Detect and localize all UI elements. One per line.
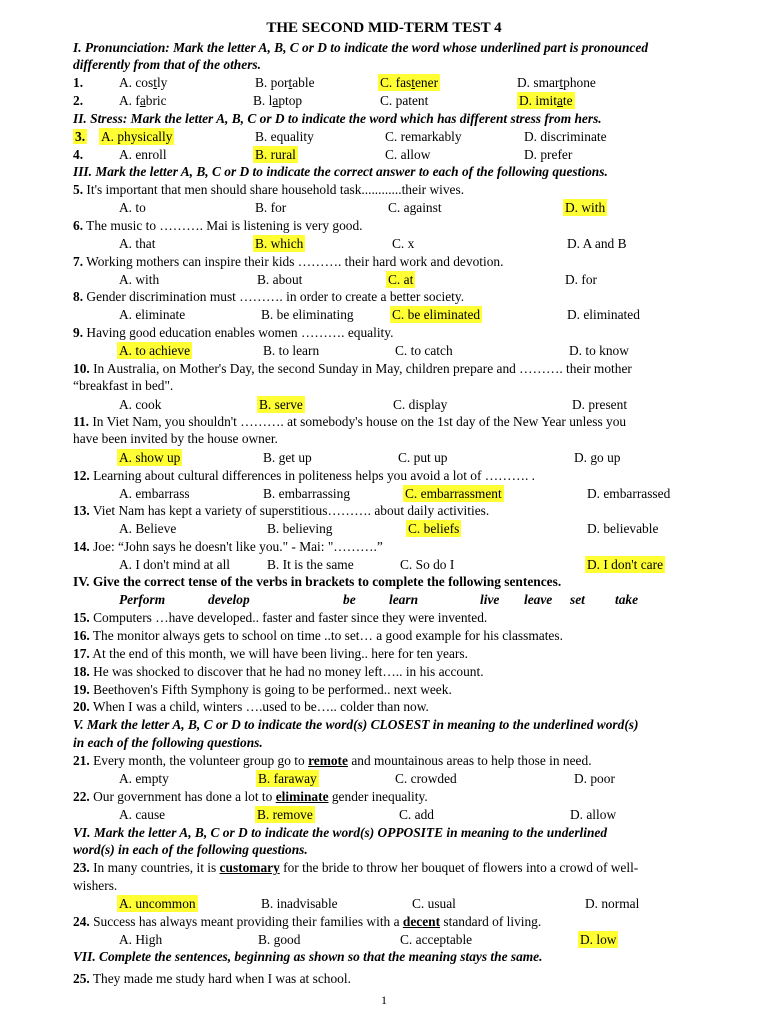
section-3-heading: III. Mark the letter A, B, C or D to indicate the correct answer to each of the following questions. [73,164,608,179]
option-a[interactable]: A. to [119,200,146,215]
option-a[interactable]: A. Believe [119,521,177,536]
option-c[interactable]: C. put up [398,450,448,465]
question-23-cont: wishers. [73,878,118,893]
option-a[interactable]: A. cause [119,807,166,822]
option-a[interactable]: A. I don't mind at all [119,557,231,572]
option-c[interactable]: C. add [399,807,434,822]
word-bank-item: take [615,592,639,607]
option-c[interactable]: C. patent [380,93,429,108]
option-c-answer[interactable]: C. beliefs [408,521,460,536]
option-a[interactable]: A. with [119,272,160,287]
option-a[interactable]: A. that [119,236,156,251]
page-number: 1 [381,993,387,1007]
question-20: 20. When I was a child, winters ….used to be….. colder than now. [73,699,429,714]
option-d[interactable]: D. present [572,397,628,412]
option-a-answer[interactable]: A. show up [119,450,181,465]
option-d[interactable]: D. smartphone [517,75,596,90]
option-c-answer[interactable]: C. be eliminated [392,307,481,322]
question-18: 18. He was shocked to discover that he had no money left….. in his account. [73,664,484,679]
underlined-word: decent [402,914,441,929]
question-12: 12. Learning about cultural differences in politeness helps you avoid a lot of ………. . [73,468,536,483]
question-22: 22. Our government has done a lot to eliminate gender inequality. [73,789,428,804]
option-d[interactable]: D. normal [585,896,640,911]
option-c[interactable]: C. against [388,200,442,215]
question-21: 21. Every month, the volunteer group go to remote and mountainous areas to help those in need. [73,753,592,768]
option-d[interactable]: D. discriminate [524,129,607,144]
section-2-heading: II. Stress: Mark the letter A, B, C or D to indicate the word which has different stress from hers. [73,111,602,126]
option-a-answer[interactable]: A. uncommon [119,896,196,911]
question-number: 3. [75,129,86,144]
question-number: 4. [73,147,84,162]
option-a[interactable]: A. fabric [119,93,167,108]
option-b-answer[interactable]: B. rural [255,147,296,162]
option-c-answer[interactable]: C. fastener [380,75,439,90]
word-bank-item: live [480,592,500,607]
word-bank-item: learn [389,592,419,607]
underlined-word: remote [308,753,348,768]
option-b[interactable]: B. get up [263,450,312,465]
section-4-heading: IV. Give the correct tense of the verbs in brackets to complete the following sentences. [73,574,562,589]
option-c[interactable]: C. remarkably [385,129,462,144]
option-d[interactable]: D. eliminated [567,307,640,322]
question-2 [73,92,723,109]
question-7: 7. Working mothers can inspire their kids ………. their hard work and devotion. [73,254,504,269]
option-b[interactable]: B. It is the same [267,557,354,572]
option-a[interactable]: A. eliminate [119,307,186,322]
question-15: 15. Computers …have developed.. faster and faster since they were invented. [73,610,488,625]
option-a[interactable]: A. costly [119,75,168,90]
option-d-answer[interactable]: D. imitate [519,93,573,108]
option-b[interactable]: B. about [257,272,303,287]
page-title: THE SECOND MID-TERM TEST 4 [266,20,502,36]
question-11: 11. In Viet Nam, you shouldn't ………. at somebody's house on the 1st day of the New Year unless you [73,414,627,429]
option-d[interactable]: D. believable [587,521,659,536]
option-b-answer[interactable]: B. faraway [258,771,317,786]
question-16: 16. The monitor always gets to school on time ..to set… a good example for his classmates. [73,628,563,643]
word-bank-item: Perform [119,592,166,607]
question-14: 14. Joe: “John says he doesn't like you." - Mai: "……….” [73,539,383,554]
section-6-heading: VI. Mark the letter A, B, C or D to indicate the word(s) OPPOSITE in meaning to the underlined [73,825,608,840]
option-a[interactable]: A. empty [119,771,169,786]
question-13: 13. Viet Nam has kept a variety of superstitious………. about daily activities. [73,503,490,518]
section-6-heading-cont: word(s) in each of the following questions. [73,842,308,857]
option-b-answer[interactable]: B. remove [257,807,313,822]
option-b[interactable]: B. laptop [253,93,303,108]
option-c-answer[interactable]: C. at [388,272,414,287]
word-bank-item: develop [208,592,250,607]
question-11-cont: have been invited by the house owner. [73,431,278,446]
word-bank-item: be [343,592,356,607]
option-d[interactable]: D. prefer [524,147,573,162]
option-a[interactable]: A. High [119,932,163,947]
option-b[interactable]: B. good [258,932,301,947]
option-b[interactable]: B. equality [255,129,314,144]
underlined-word: eliminate [275,789,329,804]
option-c[interactable]: C. usual [412,896,456,911]
option-c[interactable]: C. to catch [395,343,453,358]
option-b[interactable]: B. portable [255,75,315,90]
option-b[interactable]: B. inadvisable [261,896,338,911]
question-24: 24. Success has always meant providing their families with a decent standard of living. [73,914,542,929]
word-bank-item: leave [524,592,553,607]
question-1 [73,74,723,91]
option-a-answer[interactable]: A. to achieve [119,343,191,358]
option-b[interactable]: B. be eliminating [261,307,354,322]
question-number: 2. [73,93,84,108]
section-1-heading: I. Pronunciation: Mark the letter A, B, C or D to indicate the word whose underlined part is pronounced [73,40,649,55]
option-b-answer[interactable]: B. serve [259,397,303,412]
question-3 [73,128,723,145]
option-d[interactable]: D. to know [569,343,629,358]
question-10-cont: “breakfast in bed". [73,378,174,393]
option-b[interactable]: B. to learn [263,343,320,358]
section-5-heading-cont: in each of the following questions. [73,735,263,750]
word-bank-item: set [570,592,585,607]
question-9: 9. Having good education enables women ………. equality. [73,325,394,340]
question-8: 8. Gender discrimination must ………. in order to create a better society. [73,289,465,304]
option-d[interactable]: D. embarrassed [587,486,671,501]
option-d-answer[interactable]: D. I don't care [587,557,664,572]
option-d[interactable]: D. poor [574,771,615,786]
option-d[interactable]: D. allow [570,807,617,822]
option-d-answer[interactable]: D. with [565,200,606,215]
option-c[interactable]: C. allow [385,147,431,162]
option-c-answer[interactable]: C. embarrassment [405,486,502,501]
question-23: 23. In many countries, it is customary for the bride to throw her bouquet of flowers into a crowd of well- [73,860,639,875]
option-b[interactable]: B. for [255,200,287,215]
option-c[interactable]: C. acceptable [400,932,473,947]
option-b-answer[interactable]: B. which [255,236,304,251]
option-a[interactable]: A. cook [119,397,162,412]
option-a[interactable]: A. embarrass [119,486,190,501]
underlined-word: customary [219,860,280,875]
option-b[interactable]: B. embarrassing [263,486,351,501]
question-number: 1. [73,75,84,90]
option-d[interactable]: D. go up [574,450,621,465]
section-1-heading-cont: differently from that of the others. [73,57,261,72]
option-d[interactable]: D. A and B [567,236,627,251]
question-5: 5. It's important that men should share household task............their wives. [73,182,465,197]
option-d-answer[interactable]: D. low [580,932,617,947]
section-5-heading: V. Mark the letter A, B, C or D to indicate the word(s) CLOSEST in meaning to the underlined word(s) [73,717,639,732]
option-c[interactable]: C. display [393,397,448,412]
question-10: 10. In Australia, on Mother's Day, the second Sunday in May, children prepare and ………. their mother [73,361,632,376]
question-25: 25. They made me study hard when I was at school. [73,971,351,986]
section-7-heading: VII. Complete the sentences, beginning as shown so that the meaning stays the same. [73,949,543,964]
option-b[interactable]: B. believing [267,521,333,536]
option-c[interactable]: C. crowded [395,771,457,786]
option-a[interactable]: A. enroll [119,147,167,162]
option-d[interactable]: D. for [565,272,597,287]
question-17: 17. At the end of this month, we will have been living.. here for ten years. [73,646,468,661]
option-c[interactable]: C. So do I [400,557,455,572]
option-a-answer[interactable]: A. physically [101,129,173,144]
question-19: 19. Beethoven's Fifth Symphony is going to be performed.. next week. [73,682,452,697]
question-4 [73,146,723,163]
option-c[interactable]: C. x [392,236,415,251]
question-6: 6. The music to ………. Mai is listening is very good. [73,218,363,233]
